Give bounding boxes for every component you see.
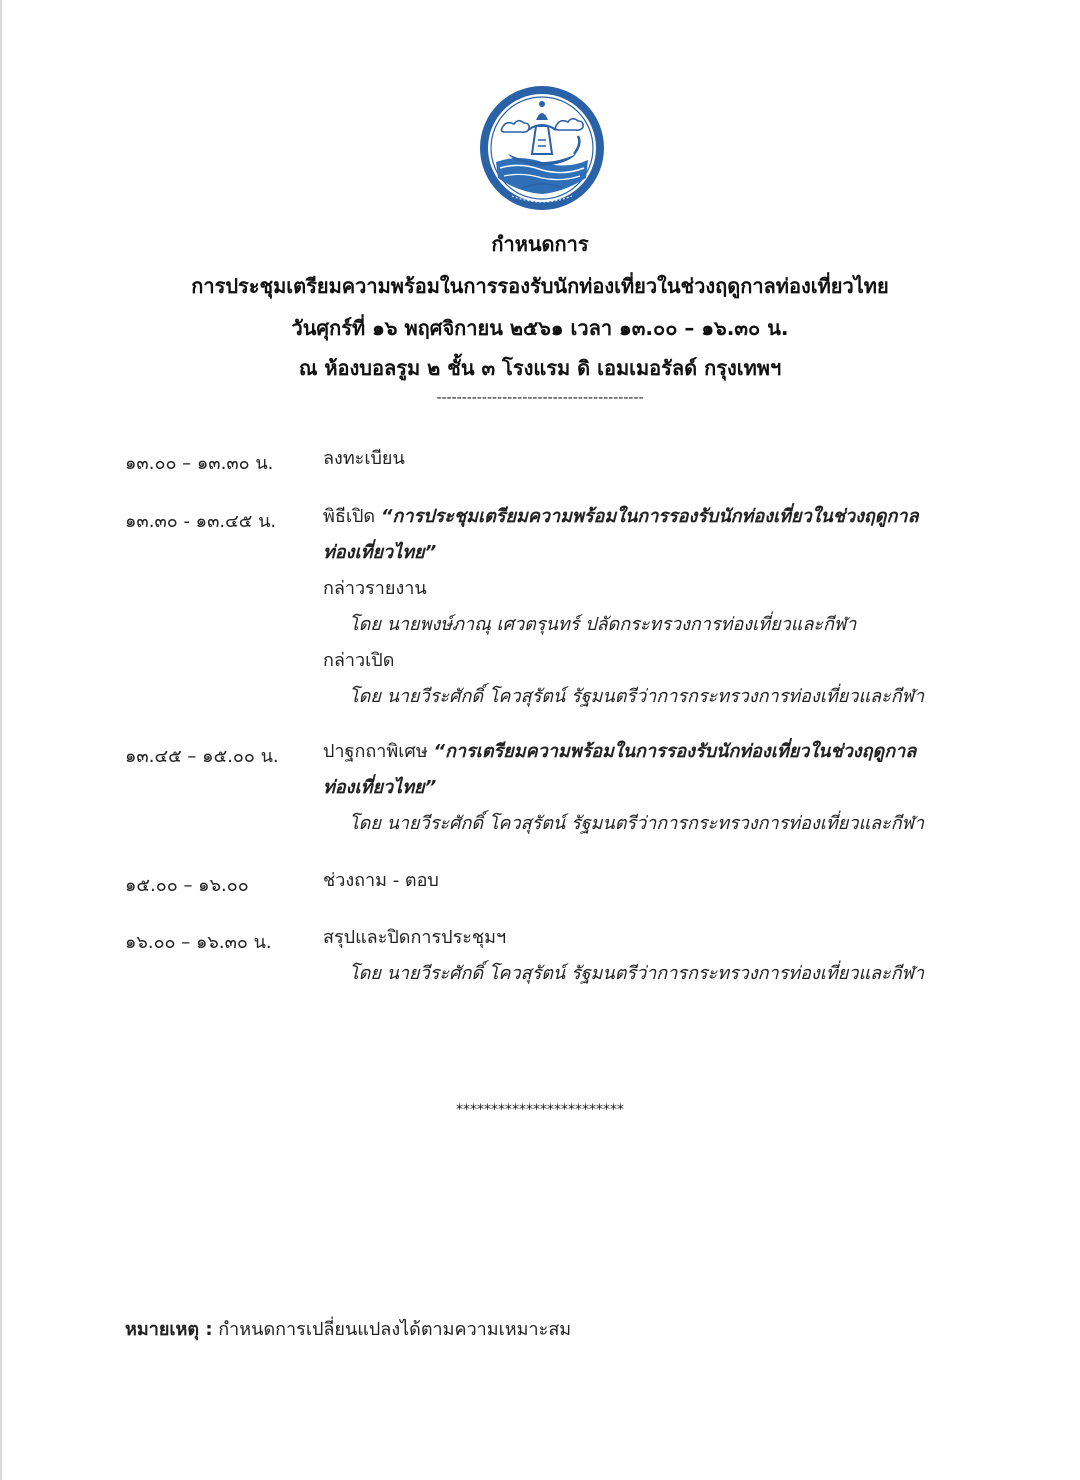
schedule-item: [323, 499, 963, 715]
document-title: กำหนดการ: [491, 232, 589, 256]
schedule-item: [323, 441, 963, 477]
activity-speaker: โดย นายวีระศักดิ์ โควสุรัตน์ รัฐมนตรีว่าการกระทรวงการท่องเที่ยวและกีฬา: [349, 813, 925, 834]
schedule-item: [323, 734, 963, 842]
activity-speaker: โดย นายพงษ์ภาณุ เศวตรุนทร์ ปลัดกระทรวงการท่องเที่ยวและกีฬา: [349, 614, 857, 635]
activity-speaker: โดย นายวีระศักดิ์ โควสุรัตน์ รัฐมนตรีว่าการกระทรวงการท่องเที่ยวและกีฬา: [349, 686, 925, 707]
schedule-activity: ลงทะเบียน: [323, 448, 405, 469]
activity-label: กล่าวเปิด: [323, 650, 395, 671]
schedule-time: ๑๓.๔๕ – ๑๕.๐๐ น.: [125, 746, 279, 767]
footnote-label: หมายเหตุ :: [125, 1319, 213, 1340]
schedule-time: ๑๓.๓๐ - ๑๓.๔๕ น.: [125, 511, 277, 532]
activity-title-cont: ท่องเที่ยวไทย”: [323, 542, 437, 563]
end-stars: ************************: [456, 1102, 624, 1118]
schedule-activity: [323, 499, 963, 535]
meeting-venue: ณ ห้องบอลรูม ๒ ชั้น ๓ โรงแรม ดิ เอมเมอรัลด์ กรุงเทพฯ: [298, 356, 782, 380]
divider: -----------------------------------------: [436, 390, 644, 406]
schedule-time: ๑๓.๐๐ – ๑๓.๓๐ น.: [125, 453, 274, 474]
schedule-item: [323, 863, 963, 899]
activity-title-cont: ท่องเที่ยวไทย”: [323, 777, 437, 798]
schedule-activity: [323, 734, 963, 770]
meeting-title: การประชุมเตรียมความพร้อมในการรองรับนักท่องเที่ยวในช่วงฤดูกาลท่องเที่ยวไทย: [191, 274, 889, 298]
schedule-item: [323, 920, 963, 992]
activity-prefix: พิธีเปิด: [323, 506, 381, 527]
activity-prefix: ปาฐกถาพิเศษ: [323, 741, 434, 762]
activity-title: “การเตรียมความพร้อมในการรองรับนักท่องเที่ยวในช่วงฤดูกาล: [433, 741, 917, 762]
meeting-date: วันศุกร์ที่ ๑๖ พฤศจิกายน ๒๕๖๑ เวลา ๑๓.๐๐ – ๑๖.๓๐ น.: [291, 316, 789, 340]
tourism-ministry-seal-icon: [478, 84, 606, 212]
footnote: [125, 1314, 571, 1343]
schedule-activity: ช่วงถาม - ตอบ: [323, 870, 439, 891]
page-edge: [0, 0, 2, 1480]
activity-label: กล่าวรายงาน: [323, 578, 427, 599]
activity-title: “การประชุมเตรียมความพร้อมในการรองรับนักท่องเที่ยวในช่วงฤดูกาล: [380, 506, 919, 527]
schedule-time: ๑๖.๐๐ – ๑๖.๓๐ น.: [125, 932, 272, 953]
schedule-time: ๑๕.๐๐ – ๑๖.๐๐: [125, 875, 249, 896]
schedule-activity: สรุปและปิดการประชุมฯ: [323, 927, 507, 948]
activity-speaker: โดย นายวีระศักดิ์ โควสุรัตน์ รัฐมนตรีว่าการกระทรวงการท่องเที่ยวและกีฬา: [349, 963, 925, 984]
footnote-text: กำหนดการเปลี่ยนแปลงได้ตามความเหมาะสม: [212, 1319, 572, 1340]
